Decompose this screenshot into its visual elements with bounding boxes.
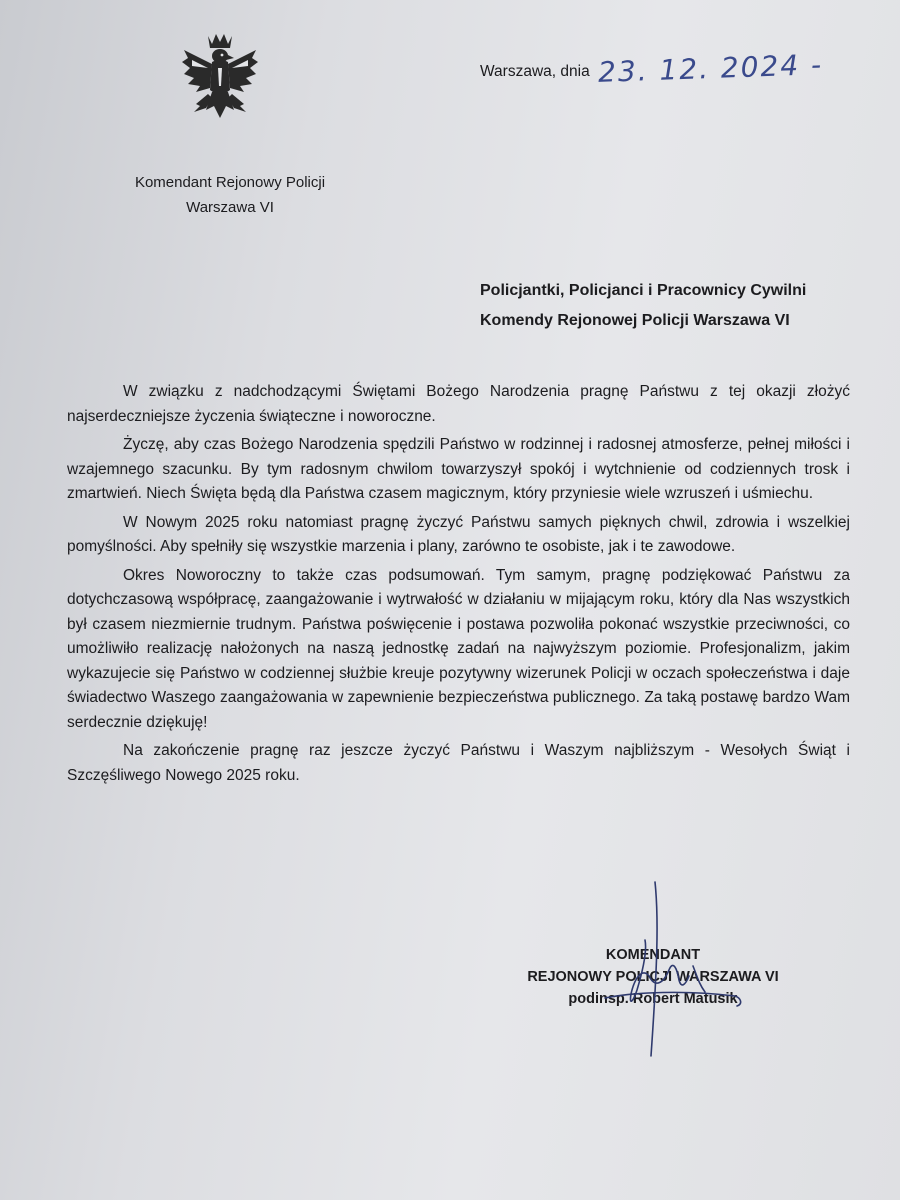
handwritten-signature [585,880,755,1060]
addressee-block [480,276,806,336]
body-paragraph-4: Okres Noworoczny to także czas podsumowań. Tym samym, pragnę podziękować Państwu za dotychczasową współpracę, zaangażowanie i wytrwałość w działaniu w mijającym roku, który dla Nas wszystkich był czasem niezmiernie trudnym. Państwa poświęcenie i postawa pozwoliła pokonać wszystkie przeciwności, co umożliwiło realizację nałożonych na naszą jednostkę zadań na najwyższym poziomie. Profesjonalizm, jakim wykazujecie się Państwo w codziennej służbie kreuje pozytywny wizerunek Policji w oczach społeczeństwa i daje świadectwo Waszego zaangażowania w zapewnienie bezpieczeństwa publicznego. Za taką postawę bardzo Wam serdecznie dziękuję! [67,566,850,731]
body-paragraph-3: W Nowym 2025 roku natomiast pragnę życzyć Państwu samych pięknych chwil, zdrowia i wszelkiej pomyślności. Aby spełniły się wszystkie marzenia i plany, zarówno te osobiste, jak i te zawodowe. [67,513,850,555]
addressee-line-1: Policjantki, Policjanci i Pracownicy Cywilni [480,282,807,299]
addressee-line-2: Komendy Rejonowej Policji Warszawa VI [480,312,790,329]
date-prefix: Warszawa, dnia [480,63,590,80]
signatory-unit: REJONOWY POLICJI WARSZAWA VI [527,969,779,985]
letter-body [67,380,850,792]
signatory-name: podinsp. Robert Matusik [568,991,738,1007]
issuing-authority [100,170,360,220]
authority-name: Komendant Rejonowy Policji [134,174,326,191]
body-paragraph-2: Życzę, aby czas Bożego Narodzenia spędzili Państwo w rodzinnej i radosnej atmosferze, pełnej miłości i wzajemnego szacunku. By tym radosnym chwilom towarzyszył spokój i wytchnienie od codziennych trosk i zmartwień. Niech Święta będą dla Państwa czasem magicznym, który przyniesie wiele wzruszeń i uśmiechu. [67,436,850,502]
handwritten-date: 23. 12. 2024 - [597,48,824,89]
polish-eagle-emblem-icon [178,28,262,132]
signatory-title: KOMENDANT [605,947,701,963]
authority-district: Warszawa VI [186,199,274,216]
body-paragraph-1: W związku z nadchodzącymi Świętami Bożego Narodzenia pragnę Państwu z tej okazji złożyć najserdeczniejsze życzenia świąteczne i noworoczne. [67,383,850,425]
body-paragraph-5: Na zakończenie pragnę raz jeszcze życzyć Państwu i Waszym najbliższym - Wesołych Świąt i Szczęśliwego Nowego 2025 roku. [67,742,850,784]
date-line [480,48,824,89]
